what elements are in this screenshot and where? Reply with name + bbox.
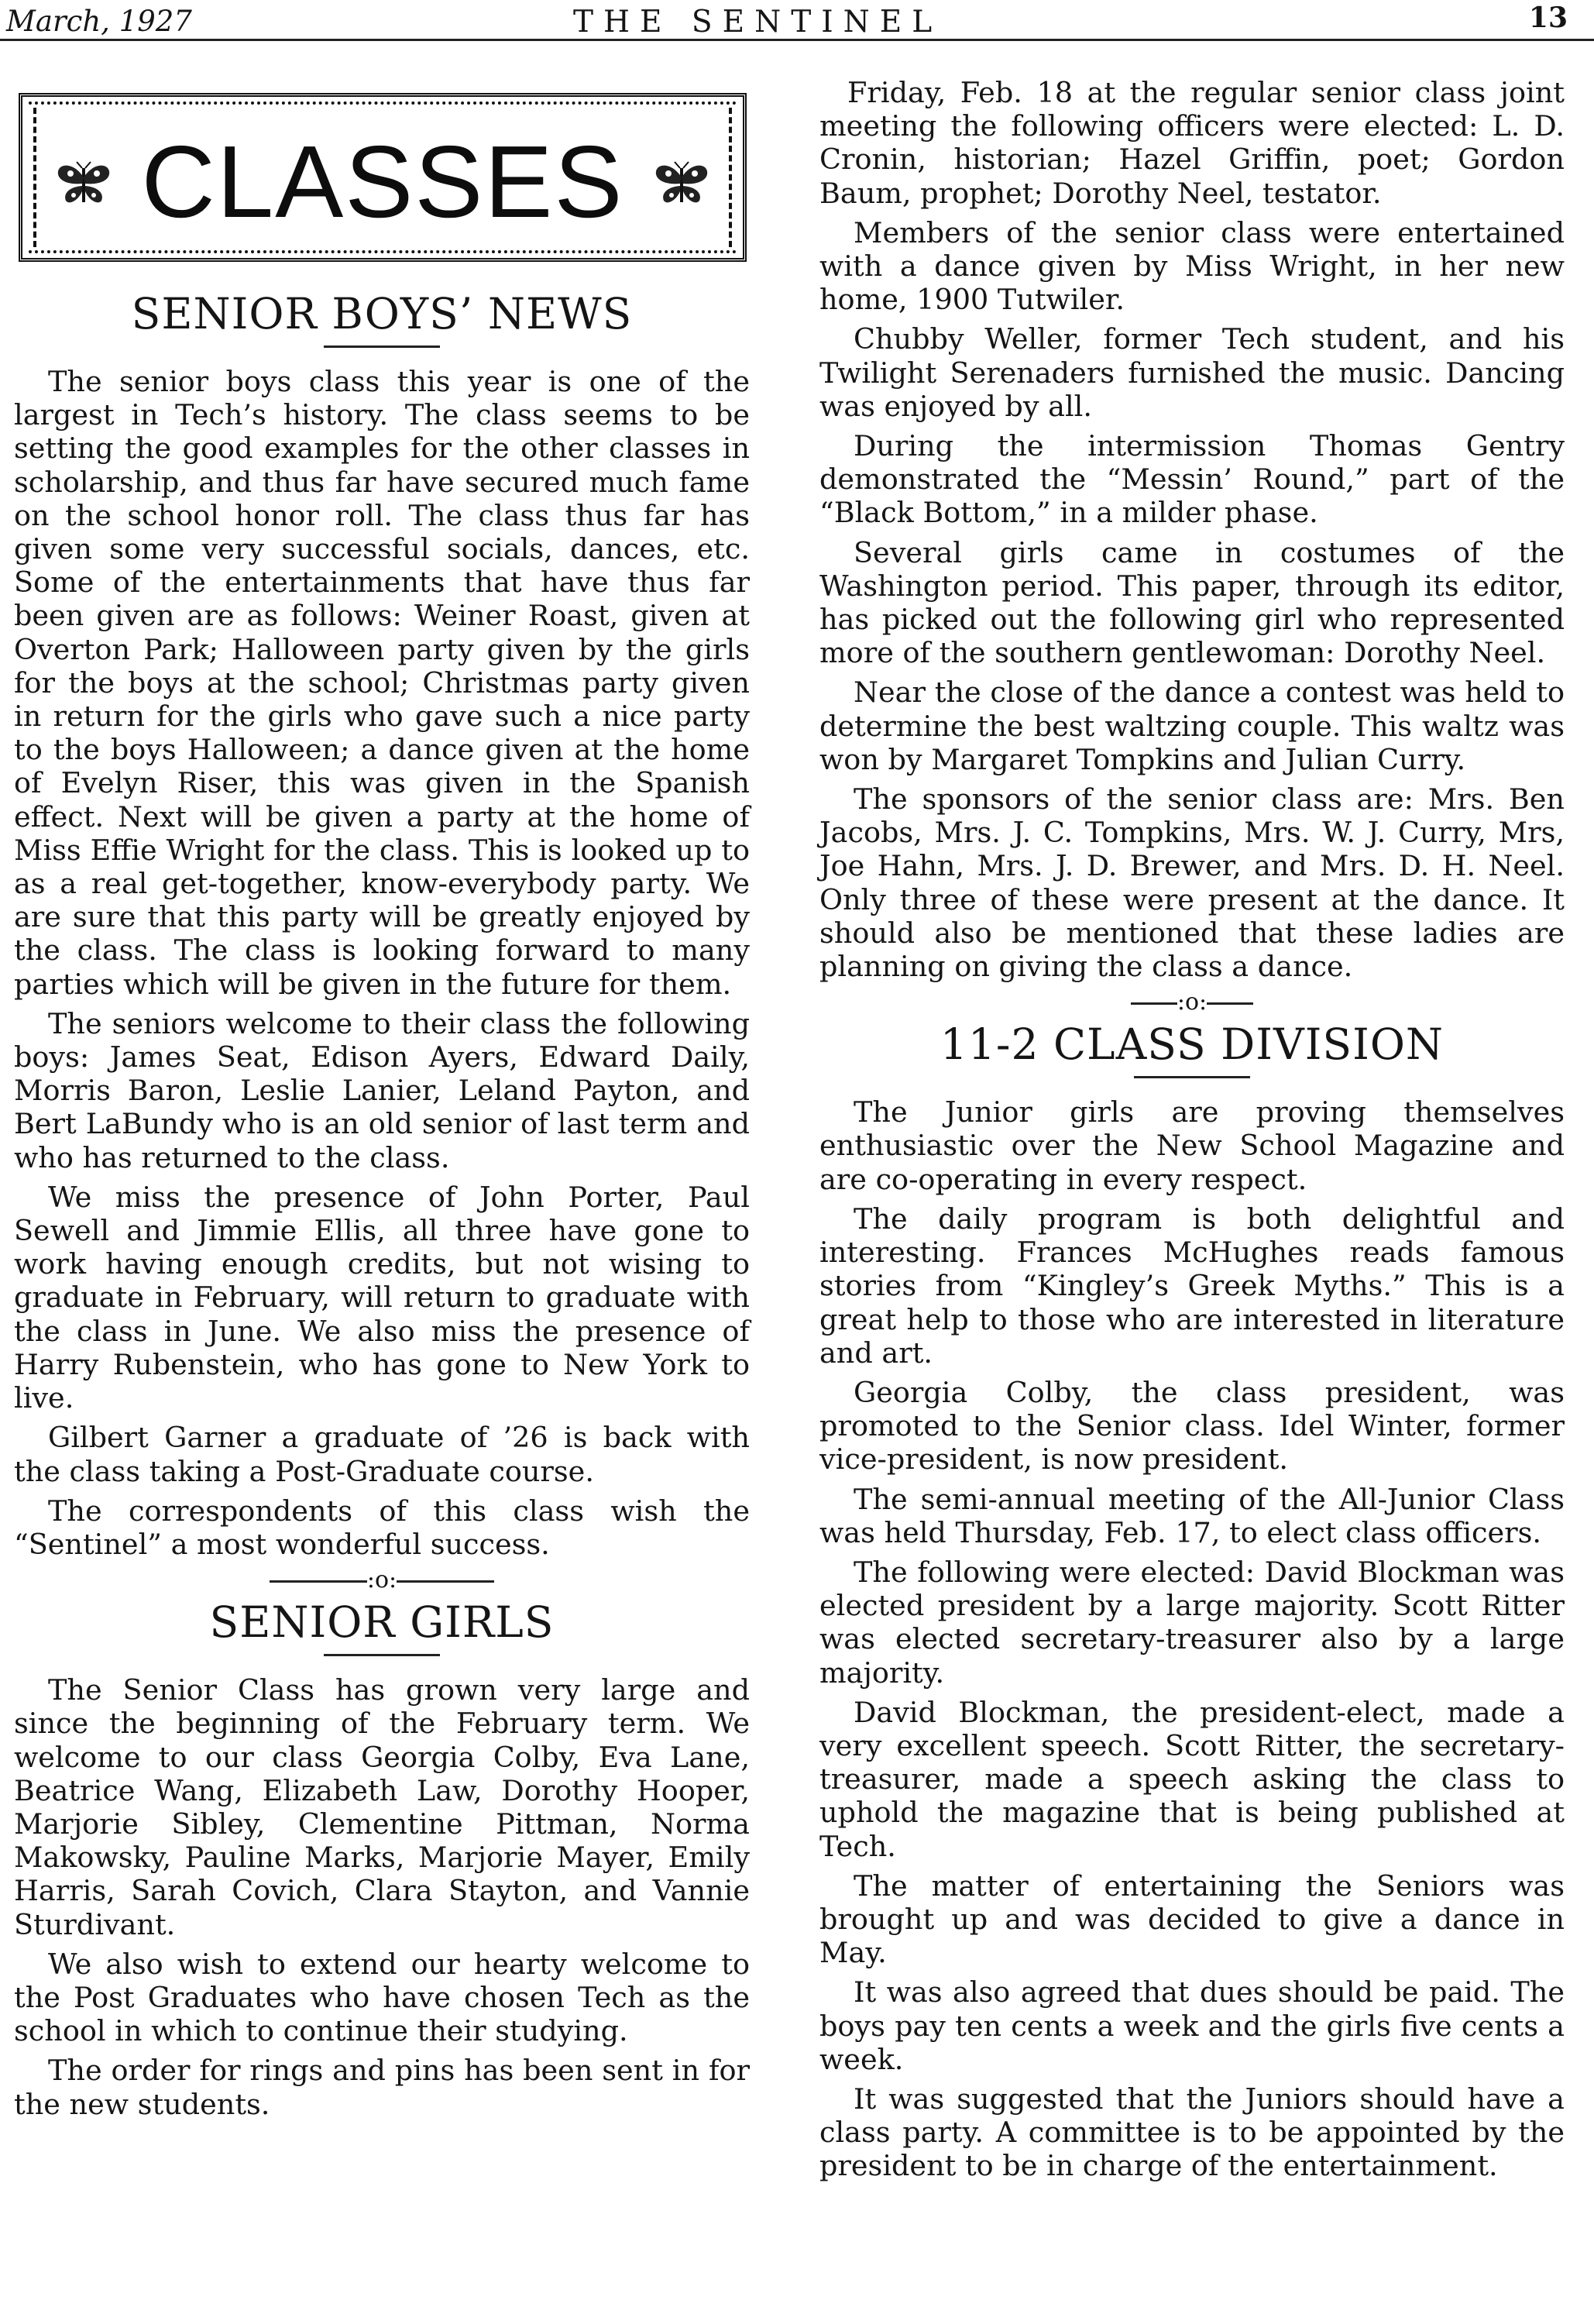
paragraph: The seniors welcome to their class the following boys: James Seat, Edison Ayers, Edward Daily, Morris Baron, Leslie Lanier, Leland Payton, and Bert LaBundy who is an old senior of last term and who has returned to the class. (14, 1006, 750, 1174)
paragraph: The Senior Class has grown very large and since the beginning of the February term. We welcome to our class Georgia Colby, Eva Lane, Beatrice Wang, Elizabeth Law, Dorothy Hooper, Marjorie Sibley, Clementine Pittman, Norma Makowsky, Pauline Marks, Marjorie Mayer, Emily Harris, Sarah Covich, Clara Stayton, and Vannie Sturdivant. (14, 1673, 750, 1941)
paragraph: Near the close of the dance a contest was held to determine the best waltzing couple. This waltz was won by Margaret Tompkins and Julian Curry. (819, 676, 1565, 776)
paragraph: The matter of entertaining the Seniors was brought up and was decided to give a dance in May. (819, 1868, 1565, 1970)
paragraph: Georgia Colby, the class president, was promoted to the Senior class. Idel Winter, former vice-president, is now president. (819, 1375, 1565, 1477)
heading-rule (324, 1654, 440, 1656)
article-heading: 11-2 CLASS DIVISION (940, 1019, 1445, 1070)
running-head (0, 0, 1594, 39)
page-number: 13 (1528, 2, 1568, 34)
paragraph: David Blockman, the president-elect, made a very excellent speech. Scott Ritter, the secretary-treasurer, made a speech asking the class to uphold the magazine that is being published at Tech. (819, 1695, 1565, 1863)
paragraph: The following were elected: David Blockman was elected president by a large majority. Scott Ritter was elected secretary-treasurer also by a large majority. (819, 1555, 1565, 1690)
article-senior-girls (14, 1597, 750, 2121)
paragraph: Gilbert Garner a graduate of ’26 is back with the class taking a Post-Graduate course. (14, 1421, 750, 1488)
section-title: CLASSES (141, 125, 624, 239)
paragraph: Chubby Weller, former Tech student, and his Twilight Serenaders furnished the music. Dancing was enjoyed by all. (819, 322, 1565, 423)
article-senior-boys (14, 288, 750, 1561)
paragraph: The sponsors of the senior class are: Mrs. Ben Jacobs, Mrs. J. C. Tompkins, Mrs. W. J. Curry, Mrs, Joe Hahn, Mrs. J. D. Brewer, and Mrs. D. H. Neel. Only three of these were present at the dance. It should also be mentioned that these ladies are planning on giving the class a dance. (819, 782, 1565, 984)
section-banner (19, 93, 747, 262)
paragraph: The semi-annual meeting of the All-Junior Class was held Thursday, Feb. 17, to elect class officers. (819, 1482, 1565, 1549)
butterfly-icon (653, 160, 710, 207)
paragraph: The Junior girls are proving themselves enthusiastic over the New School Magazine and are co-operating in every respect. (819, 1095, 1565, 1196)
paragraph: Members of the senior class were entertained with a dance given by Miss Wright, in her new home, 1900 Tutwiler. (819, 215, 1565, 317)
paragraph: It was also agreed that dues should be paid. The boys pay ten cents a week and the girls five cents a week. (819, 1975, 1565, 2076)
paragraph: During the intermission Thomas Gentry demonstrated the “Messin’ Round,” part of the “Black Bottom,” in a milder phase. (819, 429, 1565, 530)
heading-rule (324, 346, 440, 348)
divider-symbol: :o: (366, 1566, 397, 1594)
article-heading: SENIOR BOYS’ NEWS (131, 289, 633, 339)
publication-title: THE SENTINEL (573, 5, 943, 40)
paragraph: The daily program is both delightful and interesting. Frances McHughes reads famous stories from “Kingley’s Greek Myths.” This is a great help to those who are interested in literature and art. (819, 1202, 1565, 1370)
article-11-2-class-division (819, 1019, 1565, 2182)
paragraph: Several girls came in costumes of the Washington period. This paper, through its editor, has picked out the following girl who represented more of the southern gentlewoman: Dorothy Neel. (819, 535, 1565, 670)
paragraph: The order for rings and pins has been sent in for the new students. (14, 2054, 750, 2121)
divider-symbol: :o: (1177, 988, 1208, 1016)
article-senior-girls-continued (819, 76, 1565, 983)
header-rule (0, 39, 1594, 41)
paragraph: It was suggested that the Juniors should have a class party. A committee is to be appointed by the president to be in charge of the entertainment. (819, 2082, 1565, 2183)
left-column (14, 48, 750, 2127)
right-column (819, 76, 1565, 2189)
paragraph: We miss the presence of John Porter, Paul Sewell and Jimmie Ellis, all three have gone to work having enough credits, but not wising to graduate in February, will return to graduate with the class in June. We also miss the presence of Harry Rubenstein, who has gone to New York to live. (14, 1180, 750, 1415)
article-heading: SENIOR GIRLS (209, 1597, 555, 1648)
paragraph: We also wish to extend our hearty welcome to the Post Graduates who have chosen Tech as the school in which to continue their studying. (14, 1947, 750, 2048)
section-divider (819, 989, 1565, 1016)
issue-date: March, 1927 (6, 5, 192, 38)
heading-rule (1134, 1076, 1250, 1078)
paragraph: The senior boys class this year is one of the largest in Tech’s history. The class seems to be setting the good examples for the other classes in scholarship, and thus far have secured much fame on the school honor roll. The class thus far has given some very successful socials, dances, etc. Some of the entertainments that have thus far been given are as follows: Weiner Roast, given at Overton Park; Halloween party given by the girls for the boys at the school; Christmas party given in return for the girls who gave such a nice party to the boys Halloween; a dance given at the home of Evelyn Riser, this was given in the Spanish effect. Next will be given a party at the home of Miss Effie Wright for the class. This is looked up to as a real get-together, know-everybody party. We are sure that this party will be greatly enjoyed by the class. The class is looking forward to many parties which will be given in the future for them. (14, 365, 750, 1001)
paragraph: The correspondents of this class wish the “Sentinel” a most wonderful success. (14, 1494, 750, 1561)
section-divider (14, 1567, 750, 1593)
paragraph: Friday, Feb. 18 at the regular senior class joint meeting the following officers were elected: L. D. Cronin, historian; Hazel Griffin, poet; Gordon Baum, prophet; Dorothy Neel, testator. (819, 76, 1565, 210)
